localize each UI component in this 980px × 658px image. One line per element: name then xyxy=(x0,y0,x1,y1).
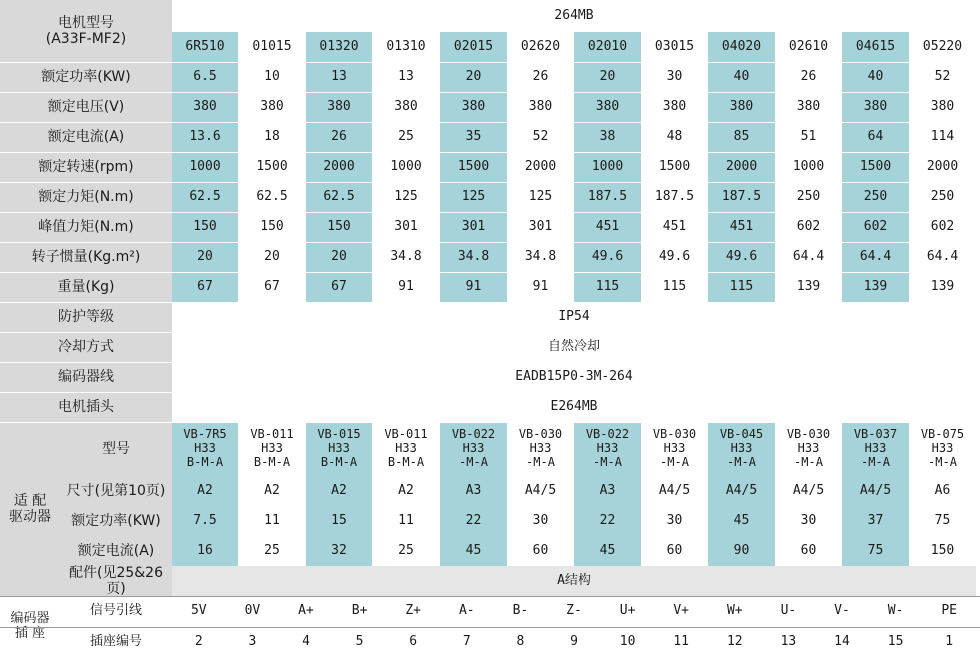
driver-value-cell: A4/5 xyxy=(658,482,691,498)
driver-value-cell: 7.5 xyxy=(172,506,238,536)
series-label: 264MB xyxy=(172,0,976,32)
pin-cell: 4 xyxy=(302,634,310,650)
section-divider xyxy=(0,596,980,597)
spec-value-cell: 34.8 xyxy=(524,248,557,264)
model-code-cell: 02620 xyxy=(520,38,561,54)
driver-value-cell: 11 xyxy=(398,512,414,528)
spec-value-cell: 380 xyxy=(172,92,238,122)
spec-value-cell: 49.6 xyxy=(574,242,641,272)
driver-model-cell: VB-075 H33 -M-A xyxy=(920,427,965,469)
model-code-cell: 02015 xyxy=(440,32,507,62)
spec-value-cell: 602 xyxy=(930,218,955,234)
spec-value-cell: 40 xyxy=(842,62,909,92)
row-divider xyxy=(0,212,980,213)
driver-value-cell: 45 xyxy=(440,536,507,566)
pin-cell: 12 xyxy=(726,634,743,650)
spec-value-cell: 139 xyxy=(796,278,821,294)
driver-value-cell: A2 xyxy=(306,476,372,506)
driver-value-cell: 25 xyxy=(264,542,280,558)
spec-value-cell: 1500 xyxy=(842,152,909,182)
span-row-value: IP54 xyxy=(172,302,976,332)
driver-value-cell: A4/5 xyxy=(792,482,825,498)
spec-value-cell: 67 xyxy=(172,272,238,302)
pin-label: 插座编号 xyxy=(89,634,142,650)
pin-cell: 14 xyxy=(834,634,850,650)
spec-value-cell: 115 xyxy=(662,278,687,294)
driver-value-cell: A3 xyxy=(440,476,507,506)
driver-value-cell: 16 xyxy=(172,536,238,566)
model-code-cell: 02010 xyxy=(574,32,641,62)
accessory-label: 配件(见25&26页) xyxy=(60,566,172,596)
spec-value-cell: 115 xyxy=(574,272,641,302)
spec-value-cell: 25 xyxy=(398,128,414,144)
spec-value-cell: 49.6 xyxy=(708,242,775,272)
spec-row-label: 额定功率(KW) xyxy=(0,62,172,92)
driver-model-cell: VB-030 H33 -M-A xyxy=(652,427,697,469)
pin-cell: 15 xyxy=(887,634,904,650)
spec-value-cell: 187.5 xyxy=(654,188,695,204)
row-divider xyxy=(0,332,980,333)
row-divider xyxy=(0,242,980,243)
driver-row-label: 尺寸(见第10页) xyxy=(60,476,172,506)
span-row-value: 自然冷却 xyxy=(172,332,976,362)
driver-value-cell: 60 xyxy=(800,542,817,558)
spec-value-cell: 38 xyxy=(574,122,641,152)
spec-row-label: 额定电流(A) xyxy=(0,122,172,152)
spec-value-cell: 20 xyxy=(264,248,280,264)
spec-row-label: 额定力矩(N.m) xyxy=(0,182,172,212)
spec-value-cell: 62.5 xyxy=(172,182,238,212)
signal-cell: U+ xyxy=(619,603,636,619)
spec-value-cell: 34.8 xyxy=(440,242,507,272)
spec-value-cell: 1500 xyxy=(440,152,507,182)
spec-value-cell: 150 xyxy=(172,212,238,242)
driver-value-cell: 25 xyxy=(398,542,414,558)
model-code-cell: 01015 xyxy=(252,38,292,54)
signal-cell: Z+ xyxy=(405,603,422,619)
spec-value-cell: 250 xyxy=(842,182,909,212)
signal-cell: A+ xyxy=(298,603,314,619)
spec-row-label: 额定电压(V) xyxy=(0,92,172,122)
driver-model-cell: VB-030 H33 -M-A xyxy=(786,427,831,469)
pin-cell: 3 xyxy=(248,634,257,650)
spec-value-cell: 20 xyxy=(574,62,641,92)
pin-cell: 10 xyxy=(619,634,636,650)
driver-row-label: 额定功率(KW) xyxy=(60,506,172,536)
spec-value-cell: 67 xyxy=(306,272,372,302)
accessory-value: A结构 xyxy=(172,566,976,596)
span-row-label: 编码器线 xyxy=(0,362,172,392)
spec-value-cell: 150 xyxy=(260,218,284,234)
driver-value-cell: 37 xyxy=(842,506,909,536)
model-code-cell: 6R510 xyxy=(172,32,238,62)
spec-value-cell: 2000 xyxy=(926,158,959,174)
pin-cell: 7 xyxy=(462,634,471,650)
model-code-cell: 04615 xyxy=(842,32,909,62)
spec-value-cell: 20 xyxy=(440,62,507,92)
spec-value-cell: 13 xyxy=(398,68,414,84)
signal-cell: PE xyxy=(941,603,958,619)
spec-value-cell: 380 xyxy=(528,98,553,114)
spec-value-cell: 301 xyxy=(440,212,507,242)
spec-value-cell: 150 xyxy=(306,212,372,242)
spec-value-cell: 2000 xyxy=(524,158,557,174)
row-divider xyxy=(0,272,980,273)
row-divider xyxy=(0,362,980,363)
signal-cell: B- xyxy=(512,603,529,619)
spec-value-cell: 602 xyxy=(796,218,821,234)
driver-value-cell: 45 xyxy=(574,536,641,566)
spec-value-cell: 67 xyxy=(264,278,280,294)
spec-value-cell: 6.5 xyxy=(172,62,238,92)
driver-value-cell: A2 xyxy=(398,482,414,498)
spec-value-cell: 380 xyxy=(796,98,821,114)
spec-value-cell: 451 xyxy=(662,218,687,234)
pin-cell: 2 xyxy=(194,634,203,650)
driver-value-cell: 11 xyxy=(264,512,280,528)
spec-value-cell: 26 xyxy=(306,122,372,152)
signal-cell: W- xyxy=(887,603,904,619)
driver-value-cell: 15 xyxy=(306,506,372,536)
signal-cell: V- xyxy=(834,603,850,619)
pin-cell: 8 xyxy=(516,634,525,650)
spec-row-label: 额定转速(rpm) xyxy=(0,152,172,182)
driver-value-cell: A4/5 xyxy=(708,476,775,506)
driver-value-cell: 32 xyxy=(306,536,372,566)
driver-value-cell: 45 xyxy=(708,506,775,536)
row-divider xyxy=(0,122,980,123)
spec-value-cell: 380 xyxy=(440,92,507,122)
row-divider xyxy=(0,422,980,423)
spec-value-cell: 380 xyxy=(260,98,284,114)
spec-value-cell: 301 xyxy=(528,218,553,234)
driver-model-cell: VB-011 H33 B-M-A xyxy=(384,427,428,469)
spec-value-cell: 91 xyxy=(440,272,507,302)
spec-value-cell: 1000 xyxy=(390,158,422,174)
signal-cell: A- xyxy=(458,603,475,619)
spec-value-cell: 1000 xyxy=(172,152,238,182)
spec-value-cell: 62.5 xyxy=(306,182,372,212)
span-row-value: EADB15P0-3M-264 xyxy=(172,362,976,392)
driver-value-cell: 30 xyxy=(532,512,549,528)
model-code-cell: 05220 xyxy=(922,38,963,54)
spec-value-cell: 380 xyxy=(662,98,687,114)
spec-value-cell: 1500 xyxy=(658,158,691,174)
spec-value-cell: 115 xyxy=(708,272,775,302)
driver-model-label: 型号 xyxy=(60,422,172,476)
signal-cell: U- xyxy=(780,603,797,619)
spec-value-cell: 20 xyxy=(172,242,238,272)
spec-value-cell: 602 xyxy=(842,212,909,242)
driver-value-cell: 30 xyxy=(800,512,817,528)
spec-value-cell: 114 xyxy=(930,128,955,144)
spec-value-cell: 125 xyxy=(440,182,507,212)
pin-cell: 9 xyxy=(570,634,578,650)
row-divider xyxy=(0,182,980,183)
spec-value-cell: 451 xyxy=(574,212,641,242)
signal-cell: 0V xyxy=(244,603,261,619)
pin-cell: 5 xyxy=(355,634,364,650)
spec-value-cell: 48 xyxy=(666,128,683,144)
driver-value-cell: 22 xyxy=(574,506,641,536)
signal-label: 信号引线 xyxy=(89,603,142,619)
span-row-label: 冷却方式 xyxy=(0,332,172,362)
spec-value-cell: 91 xyxy=(398,278,414,294)
span-row-label: 防护等级 xyxy=(0,302,172,332)
span-row-value: E264MB xyxy=(172,392,976,422)
model-code-cell: 01320 xyxy=(306,32,372,62)
driver-value-cell: 150 xyxy=(930,542,955,558)
encoder-group-label: 编码器 插 座 xyxy=(10,611,50,641)
spec-value-cell: 301 xyxy=(394,218,418,234)
spec-row-label: 重量(Kg) xyxy=(0,272,172,302)
spec-value-cell: 1500 xyxy=(256,158,288,174)
spec-value-cell: 49.6 xyxy=(658,248,691,264)
driver-value-cell: 60 xyxy=(532,542,549,558)
driver-value-cell: 60 xyxy=(666,542,683,558)
row-divider xyxy=(0,92,980,93)
spec-value-cell: 64.4 xyxy=(792,248,825,264)
section-divider xyxy=(0,627,980,628)
spec-value-cell: 64 xyxy=(842,122,909,152)
pin-cell: 13 xyxy=(780,634,797,650)
driver-value-cell: 30 xyxy=(666,512,683,528)
spec-value-cell: 2000 xyxy=(306,152,372,182)
signal-cell: Z- xyxy=(566,603,582,619)
model-code-cell: 01310 xyxy=(386,38,426,54)
spec-value-cell: 40 xyxy=(708,62,775,92)
spec-value-cell: 26 xyxy=(800,68,817,84)
driver-model-cell: VB-015 H33 B-M-A xyxy=(306,422,372,476)
driver-model-cell: VB-045 H33 -M-A xyxy=(708,422,775,476)
pin-cell: 6 xyxy=(409,634,418,650)
spec-value-cell: 1000 xyxy=(792,158,825,174)
spec-value-cell: 52 xyxy=(934,68,951,84)
spec-value-cell: 85 xyxy=(708,122,775,152)
spec-value-cell: 187.5 xyxy=(574,182,641,212)
spec-row-label: 转子惯量(Kg.m²) xyxy=(0,242,172,272)
row-divider xyxy=(0,302,980,303)
spec-value-cell: 52 xyxy=(532,128,549,144)
driver-group-label: 适 配 驱动器 xyxy=(0,422,60,596)
spec-value-cell: 64.4 xyxy=(842,242,909,272)
driver-model-cell: VB-011 H33 B-M-A xyxy=(250,427,294,469)
spec-value-cell: 380 xyxy=(574,92,641,122)
spec-value-cell: 380 xyxy=(842,92,909,122)
spec-value-cell: 13.6 xyxy=(172,122,238,152)
spec-value-cell: 139 xyxy=(930,278,955,294)
driver-value-cell: A2 xyxy=(264,482,280,498)
driver-value-cell: A4/5 xyxy=(842,476,909,506)
spec-value-cell: 125 xyxy=(394,188,418,204)
motor-model-label: 电机型号 (A33F-MF2) xyxy=(0,0,172,62)
spec-value-cell: 64.4 xyxy=(926,248,959,264)
driver-model-cell: VB-7R5 H33 B-M-A xyxy=(172,422,238,476)
driver-value-cell: A2 xyxy=(172,476,238,506)
spec-value-cell: 380 xyxy=(394,98,418,114)
spec-value-cell: 380 xyxy=(306,92,372,122)
model-code-cell: 02610 xyxy=(788,38,829,54)
spec-value-cell: 34.8 xyxy=(390,248,422,264)
spec-value-cell: 20 xyxy=(306,242,372,272)
driver-value-cell: 22 xyxy=(440,506,507,536)
spec-value-cell: 13 xyxy=(306,62,372,92)
spec-value-cell: 18 xyxy=(264,128,280,144)
model-code-cell: 04020 xyxy=(708,32,775,62)
signal-cell: V+ xyxy=(673,603,690,619)
row-divider xyxy=(0,62,980,63)
row-divider xyxy=(0,152,980,153)
driver-value-cell: A4/5 xyxy=(524,482,557,498)
pin-cell: 1 xyxy=(945,634,954,650)
spec-value-cell: 51 xyxy=(800,128,817,144)
spec-value-cell: 125 xyxy=(528,188,553,204)
spec-value-cell: 187.5 xyxy=(708,182,775,212)
driver-value-cell: 90 xyxy=(708,536,775,566)
driver-value-cell: 75 xyxy=(934,512,951,528)
driver-value-cell: A3 xyxy=(574,476,641,506)
spec-value-cell: 2000 xyxy=(708,152,775,182)
spec-value-cell: 250 xyxy=(930,188,955,204)
spec-value-cell: 30 xyxy=(666,68,683,84)
spec-value-cell: 380 xyxy=(930,98,955,114)
signal-cell: 5V xyxy=(190,603,207,619)
row-divider xyxy=(0,392,980,393)
spec-value-cell: 10 xyxy=(264,68,280,84)
spec-row-label: 峰值力矩(N.m) xyxy=(0,212,172,242)
model-code-cell: 03015 xyxy=(654,38,695,54)
spec-value-cell: 91 xyxy=(532,278,549,294)
spec-value-cell: 1000 xyxy=(574,152,641,182)
signal-cell: W+ xyxy=(726,603,743,619)
driver-row-label: 额定电流(A) xyxy=(60,536,172,566)
driver-model-cell: VB-037 H33 -M-A xyxy=(842,422,909,476)
driver-value-cell: 75 xyxy=(842,536,909,566)
pin-cell: 11 xyxy=(673,634,690,650)
spec-value-cell: 451 xyxy=(708,212,775,242)
span-row-label: 电机插头 xyxy=(0,392,172,422)
signal-cell: B+ xyxy=(351,603,368,619)
spec-value-cell: 35 xyxy=(440,122,507,152)
spec-value-cell: 26 xyxy=(532,68,549,84)
spec-value-cell: 250 xyxy=(796,188,821,204)
spec-value-cell: 62.5 xyxy=(256,188,288,204)
driver-model-cell: VB-022 H33 -M-A xyxy=(574,422,641,476)
spec-value-cell: 139 xyxy=(842,272,909,302)
spec-value-cell: 380 xyxy=(708,92,775,122)
driver-model-cell: VB-030 H33 -M-A xyxy=(518,427,563,469)
driver-value-cell: A6 xyxy=(934,482,951,498)
driver-model-cell: VB-022 H33 -M-A xyxy=(440,422,507,476)
